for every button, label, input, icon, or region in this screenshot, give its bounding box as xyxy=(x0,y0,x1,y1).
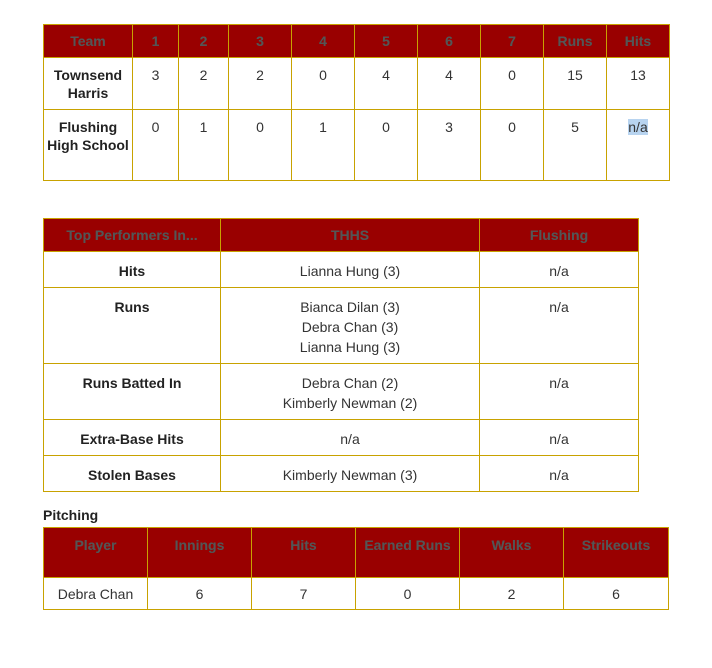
column-header: 2 xyxy=(179,25,229,58)
table-row xyxy=(44,110,670,181)
inning-score: 0 xyxy=(481,110,544,181)
performer: Debra Chan (2) xyxy=(301,375,399,391)
category-label: Stolen Bases xyxy=(44,456,221,492)
player-name: Debra Chan xyxy=(44,578,148,610)
thhs-performers xyxy=(221,456,480,492)
inning-score: 2 xyxy=(179,58,229,110)
performer: Lianna Hung (3) xyxy=(299,263,401,279)
flushing-performers: n/a xyxy=(480,288,639,364)
performer: Kimberly Newman (3) xyxy=(282,467,418,483)
column-header: Player xyxy=(44,528,148,578)
inning-score: 0 xyxy=(481,58,544,110)
column-header: Innings xyxy=(148,528,252,578)
table-row xyxy=(44,288,639,364)
table-row xyxy=(44,364,639,420)
pitching-table xyxy=(43,527,669,610)
column-header: Walks xyxy=(460,528,564,578)
inning-score: 4 xyxy=(418,58,481,110)
column-header: 7 xyxy=(481,25,544,58)
pitching-title: Pitching xyxy=(43,507,99,523)
inning-score: 4 xyxy=(355,58,418,110)
column-header: 4 xyxy=(292,25,355,58)
innings-value: 6 xyxy=(148,578,252,610)
performer: Bianca Dilan (3) xyxy=(300,299,400,315)
category-label: Hits xyxy=(44,252,221,288)
column-header: Earned Runs xyxy=(356,528,460,578)
inning-score: 3 xyxy=(418,110,481,181)
column-header: Hits xyxy=(607,25,670,58)
table-row xyxy=(44,252,639,288)
inning-score: 3 xyxy=(133,58,179,110)
column-header: THHS xyxy=(221,219,480,252)
category-label: Runs Batted In xyxy=(44,364,221,420)
category-label: Extra-Base Hits xyxy=(44,420,221,456)
column-header: Flushing xyxy=(480,219,639,252)
performer: n/a xyxy=(340,431,360,447)
flushing-performers: n/a xyxy=(480,420,639,456)
hits-value: 7 xyxy=(252,578,356,610)
walks-value: 2 xyxy=(460,578,564,610)
performer: Debra Chan (3) xyxy=(301,319,399,335)
inning-score: 0 xyxy=(355,110,418,181)
thhs-performers xyxy=(221,420,480,456)
inning-score: 0 xyxy=(229,110,292,181)
strikeouts-value: 6 xyxy=(564,578,669,610)
earned-runs-value: 0 xyxy=(356,578,460,610)
flushing-performers: n/a xyxy=(480,252,639,288)
column-header: 6 xyxy=(418,25,481,58)
inning-score: 1 xyxy=(179,110,229,181)
inning-score: 1 xyxy=(292,110,355,181)
column-header: Runs xyxy=(544,25,607,58)
table-row xyxy=(44,58,670,110)
column-header: Team xyxy=(44,25,133,58)
performer: Kimberly Newman (2) xyxy=(282,395,418,411)
column-header: Hits xyxy=(252,528,356,578)
category-label: Runs xyxy=(44,288,221,364)
flushing-performers: n/a xyxy=(480,456,639,492)
total-runs: 5 xyxy=(544,110,607,181)
table-row xyxy=(44,456,639,492)
thhs-performers xyxy=(221,364,480,420)
total-runs: 15 xyxy=(544,58,607,110)
top-performers-table xyxy=(43,218,639,492)
total-hits[interactable] xyxy=(607,110,670,181)
table-row xyxy=(44,420,639,456)
selected-text[interactable]: n/a xyxy=(628,119,648,135)
line-score-table xyxy=(43,24,670,181)
thhs-performers xyxy=(221,252,480,288)
flushing-performers: n/a xyxy=(480,364,639,420)
thhs-performers xyxy=(221,288,480,364)
total-hits: 13 xyxy=(607,58,670,110)
team-name: Flushing High School xyxy=(44,110,133,181)
inning-score: 2 xyxy=(229,58,292,110)
column-header: 1 xyxy=(133,25,179,58)
performer: Lianna Hung (3) xyxy=(299,339,401,355)
team-name: Townsend Harris xyxy=(44,58,133,110)
table-row xyxy=(44,578,669,610)
column-header: Strikeouts xyxy=(564,528,669,578)
column-header: 5 xyxy=(355,25,418,58)
performers-header-row xyxy=(44,219,639,252)
column-header: 3 xyxy=(229,25,292,58)
column-header: Top Performers In... xyxy=(44,219,221,252)
inning-score: 0 xyxy=(292,58,355,110)
inning-score: 0 xyxy=(133,110,179,181)
pitching-header-row xyxy=(44,528,669,578)
line-score-header-row xyxy=(44,25,670,58)
